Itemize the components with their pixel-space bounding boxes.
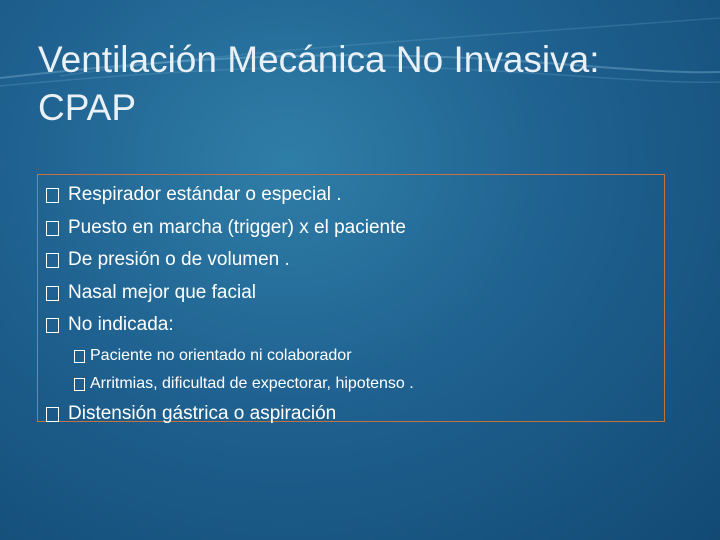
checkbox-bullet-icon (46, 221, 59, 236)
slide-title: Ventilación Mecánica No Invasiva: CPAP (38, 39, 600, 128)
sub-bullet-item (46, 342, 664, 370)
content-box (37, 174, 665, 422)
bullet-text: Puesto en marcha (trigger) x el paciente (68, 216, 406, 238)
bullet-text: De presión o de volumen . (68, 249, 290, 270)
checkbox-bullet-icon (74, 378, 85, 391)
bullet-text: Nasal mejor que facial (68, 281, 256, 303)
sub-bullet-item (46, 370, 664, 398)
bullet-text: Distensión gástrica o aspiración (68, 402, 337, 424)
sub-bullet-text: Paciente no orientado ni colaborador (90, 346, 352, 364)
bullet-item (46, 212, 664, 245)
checkbox-bullet-icon (46, 318, 59, 333)
bullet-item (46, 244, 664, 277)
bullet-item (46, 398, 664, 431)
bullet-item (46, 179, 664, 212)
checkbox-bullet-icon (46, 188, 59, 203)
sub-bullet-text: Arritmias, dificultad de expectorar, hipotenso . (90, 374, 414, 392)
checkbox-bullet-icon (46, 253, 59, 268)
checkbox-bullet-icon (46, 286, 59, 301)
checkbox-bullet-icon (46, 407, 59, 422)
bullet-list (38, 175, 664, 430)
checkbox-bullet-icon (74, 350, 85, 363)
bullet-item (46, 309, 664, 342)
bullet-text: Respirador estándar o especial . (68, 184, 342, 205)
bullet-item (46, 277, 664, 310)
bullet-text: No indicada: (68, 314, 174, 335)
